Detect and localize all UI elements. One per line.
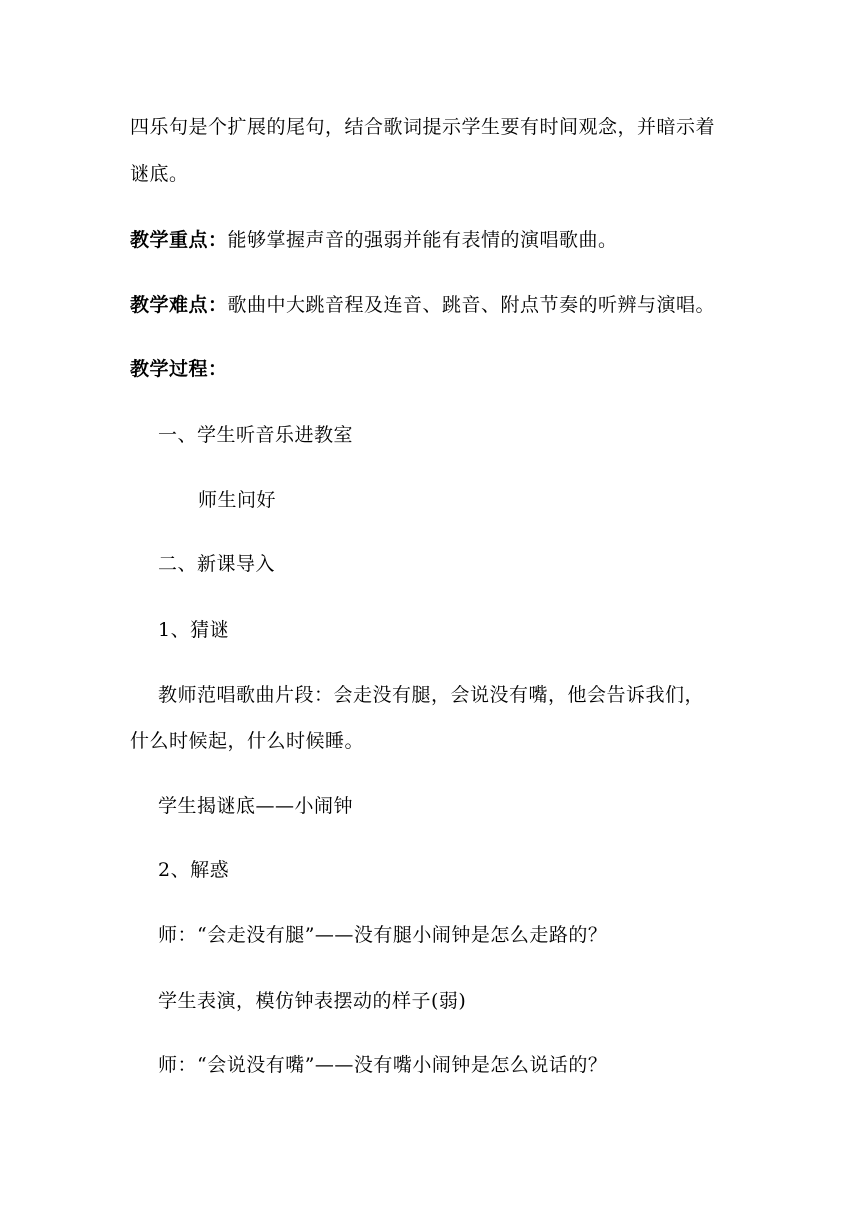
key-point-text: 能够掌握声音的强弱并能有表情的演唱歌曲。 [227, 229, 618, 251]
section-1-title: 一、学生听音乐进教室 [158, 424, 354, 446]
step-1-paragraph-line-1: 教师范唱歌曲片段：会走没有腿，会说没有嘴，他会告诉我们， [158, 684, 705, 706]
difficulty-label: 教学难点： [130, 294, 228, 316]
key-point-paragraph [130, 228, 618, 252]
intro-line-1: 四乐句是个扩展的尾句，结合歌词提示学生要有时间观念，并暗示着 [130, 116, 716, 138]
step-1-paragraph-line-2: 什么时候起，什么时候睡。 [130, 730, 365, 752]
step-2-answer-1: 学生表演，模仿钟表摆动的样子(弱) [158, 990, 467, 1012]
step-1-title: 1、猜谜 [158, 619, 230, 641]
step-2-title: 2、解惑 [158, 859, 230, 881]
difficulty-text: 歌曲中大跳音程及连音、跳音、附点节奏的听辨与演唱。 [227, 294, 716, 316]
difficulty-paragraph [130, 293, 715, 317]
intro-line-2: 谜底。 [130, 163, 189, 185]
step-1-answer: 学生揭谜底——小闹钟 [158, 795, 354, 817]
step-2-question-1: 师：“会走没有腿”——没有腿小闹钟是怎么走路的？ [158, 924, 608, 946]
section-1-sub: 师生问好 [198, 489, 277, 511]
section-2-title: 二、新课导入 [158, 553, 276, 575]
process-heading: 教学过程： [130, 358, 228, 380]
key-point-label: 教学重点： [130, 229, 228, 251]
step-2-question-2: 师：“会说没有嘴”——没有嘴小闹钟是怎么说话的？ [158, 1054, 608, 1076]
